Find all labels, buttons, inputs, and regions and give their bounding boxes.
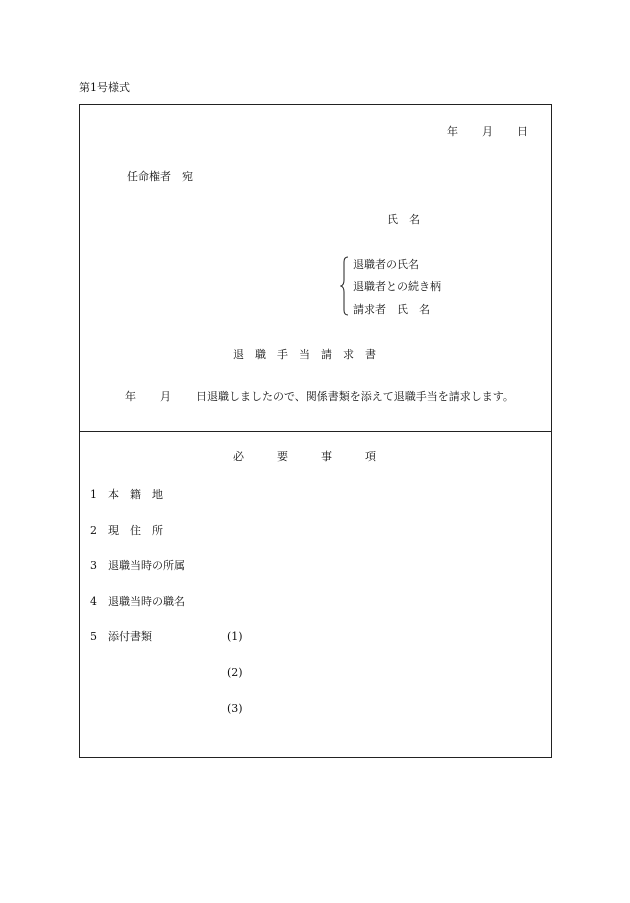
- attachment-2: (2): [227, 666, 243, 679]
- attachment-1: (1): [227, 630, 243, 643]
- item-3-number: 3: [90, 559, 97, 572]
- date-day-label: 日: [517, 125, 528, 138]
- body-sentence: 日退職しましたので、関係書類を添えて退職手当を請求します。: [196, 390, 514, 403]
- date-month-label: 月: [482, 125, 493, 138]
- item-4-label: 退職当時の職名: [108, 595, 185, 608]
- claimant-line-claimant-name: 請求者 氏 名: [353, 303, 430, 316]
- item-2-label: 現 住 所: [108, 524, 163, 537]
- form-title: 退 職 手 当 請 求 書: [233, 348, 376, 361]
- body-month-label: 月: [160, 390, 171, 403]
- body-year-label: 年: [125, 390, 136, 403]
- brace-icon: [340, 256, 350, 316]
- item-5-number: 5: [90, 630, 97, 643]
- claimant-line-relationship: 退職者との続き柄: [353, 280, 441, 293]
- claimant-line-retiree-name: 退職者の氏名: [353, 258, 419, 271]
- section-divider: [79, 431, 552, 432]
- item-2-number: 2: [90, 524, 97, 537]
- item-1-label: 本 籍 地: [108, 488, 163, 501]
- addressee: 任命権者 宛: [127, 170, 193, 183]
- item-1-number: 1: [90, 488, 97, 501]
- name-label: 氏 名: [387, 213, 420, 226]
- item-3-label: 退職当時の所属: [108, 559, 185, 572]
- item-5-label: 添付書類: [108, 630, 152, 643]
- attachment-3: (3): [227, 702, 243, 715]
- requirements-heading: 必 要 事 項: [233, 450, 376, 463]
- date-year-label: 年: [447, 125, 458, 138]
- form-number: 第1号様式: [79, 81, 130, 94]
- item-4-number: 4: [90, 595, 97, 608]
